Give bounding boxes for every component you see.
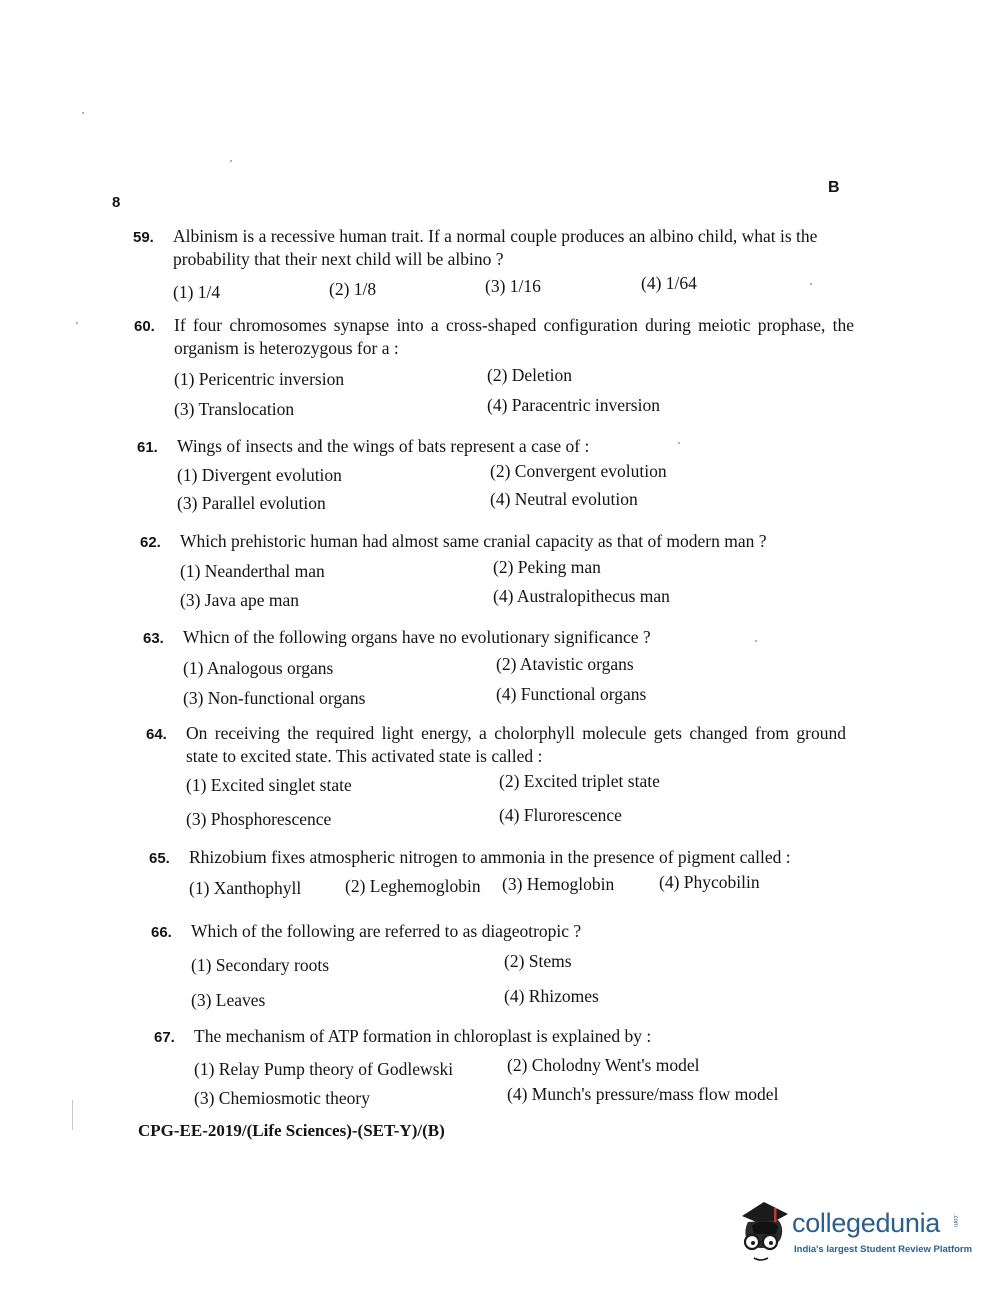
question-61 [137,435,857,518]
option-4[interactable]: (4) Rhizomes [504,986,599,1006]
question-67 [154,1025,874,1116]
question-number: 61. [137,439,158,456]
option-3[interactable]: (3) Phosphorescence [186,809,332,829]
option-3[interactable]: (3) 1/16 [485,276,541,296]
option-4[interactable]: (4) Munch's pressure/mass flow model [507,1084,779,1104]
option-3[interactable]: (3) Parallel evolution [177,493,326,513]
option-2[interactable]: (2) Atavistic organs [496,654,634,674]
question-66 [151,920,871,1014]
option-1[interactable]: (1) Neanderthal man [180,561,325,581]
question-text: Which prehistoric human had almost same cranial capacity as that of modern man ? [180,531,767,551]
option-1[interactable]: (1) Relay Pump theory of Godlewski [194,1059,454,1079]
paper-code-footer: CPG-EE-2019/(Life Sciences)-(SET-Y)/(B) [138,1121,445,1140]
option-2[interactable]: (2) Excited triplet state [499,771,660,791]
question-number: 59. [133,229,154,246]
options-list [180,557,860,616]
question-number: 62. [140,534,161,551]
option-4[interactable]: (4) 1/64 [641,273,697,293]
scan-edge-line [72,1100,73,1130]
question-text: Albinism is a recessive human trait. If a normal couple produces an albino child, what is the probability that their next child will be albino ? [173,226,818,269]
option-3[interactable]: (3) Leaves [191,990,266,1010]
question-text: Which of the following are referred to as diageotropic ? [191,921,582,941]
question-text: Rhizobium fixes atmospheric nitrogen to ammonia in the presence of pigment called : [189,847,791,867]
option-1[interactable]: (1) Secondary roots [191,955,330,975]
scan-speck [76,322,78,324]
question-text: Wings of insects and the wings of bats represent a case of : [177,436,590,456]
option-3[interactable]: (3) Chemiosmotic theory [194,1088,370,1108]
question-65 [149,846,849,903]
question-text: The mechanism of ATP formation in chloroplast is explained by : [194,1026,652,1046]
option-1[interactable]: (1) 1/4 [173,282,221,302]
option-2[interactable]: (2) Leghemoglobin [345,876,481,896]
option-1[interactable]: (1) Divergent evolution [177,465,342,485]
option-3[interactable]: (3) Hemoglobin [502,874,615,894]
option-4[interactable]: (4) Flurorescence [499,805,622,825]
question-number: 60. [134,318,155,335]
option-1[interactable]: (1) Pericentric inversion [174,369,345,389]
collegedunia-watermark [734,1196,973,1268]
option-2[interactable]: (2) 1/8 [329,279,377,299]
option-3[interactable]: (3) Java ape man [180,590,300,610]
options-list [191,951,871,1014]
brand-suffix: .com [952,1214,958,1228]
options-list [177,461,857,518]
question-number: 67. [154,1029,175,1046]
brand-tagline: India's largest Student Review Platform [794,1244,973,1255]
options-list [173,273,853,311]
option-2[interactable]: (2) Cholodny Went's model [507,1055,700,1075]
brand-name: collegedunia [792,1208,941,1238]
option-2[interactable]: (2) Stems [504,951,572,971]
page-number: 8 [112,194,121,211]
option-4[interactable]: (4) Phycobilin [659,872,760,892]
question-64 [146,722,846,834]
option-4[interactable]: (4) Paracentric inversion [487,395,660,415]
options-list [186,771,846,834]
option-1[interactable]: (1) Analogous organs [183,658,334,678]
options-list [194,1055,874,1116]
question-text: If four chromosomes synapse into a cross-shaped configuration during meiotic prophase, the organism is heterozygous for a : [174,315,854,358]
question-text: Whicn of the following organs have no evolutionary significance ? [183,627,651,647]
set-letter: B [828,179,840,196]
options-list [189,872,849,903]
option-3[interactable]: (3) Translocation [174,399,295,419]
option-2[interactable]: (2) Peking man [493,557,601,577]
scan-speck [82,112,84,114]
question-60 [134,314,854,428]
question-number: 65. [149,850,170,867]
scan-speck [230,160,232,162]
question-number: 64. [146,726,167,743]
option-4[interactable]: (4) Functional organs [496,684,647,704]
option-2[interactable]: (2) Convergent evolution [490,461,667,481]
question-number: 66. [151,924,172,941]
question-number: 63. [143,630,164,647]
option-1[interactable]: (1) Xanthophyll [189,878,302,898]
question-59 [133,225,853,311]
option-4[interactable]: (4) Neutral evolution [490,489,638,509]
option-1[interactable]: (1) Excited singlet state [186,775,352,795]
student-mascot-icon [734,1196,794,1268]
option-3[interactable]: (3) Non-functional organs [183,688,366,708]
question-62 [140,530,860,616]
question-text: On receiving the required light energy, a cholorphyll molecule gets changed from ground state to excited state. This activated state is called : [186,723,846,766]
option-2[interactable]: (2) Deletion [487,365,573,385]
options-list [174,365,854,428]
option-4[interactable]: (4) Australopithecus man [493,586,670,606]
options-list [183,654,863,713]
question-63 [143,626,863,713]
